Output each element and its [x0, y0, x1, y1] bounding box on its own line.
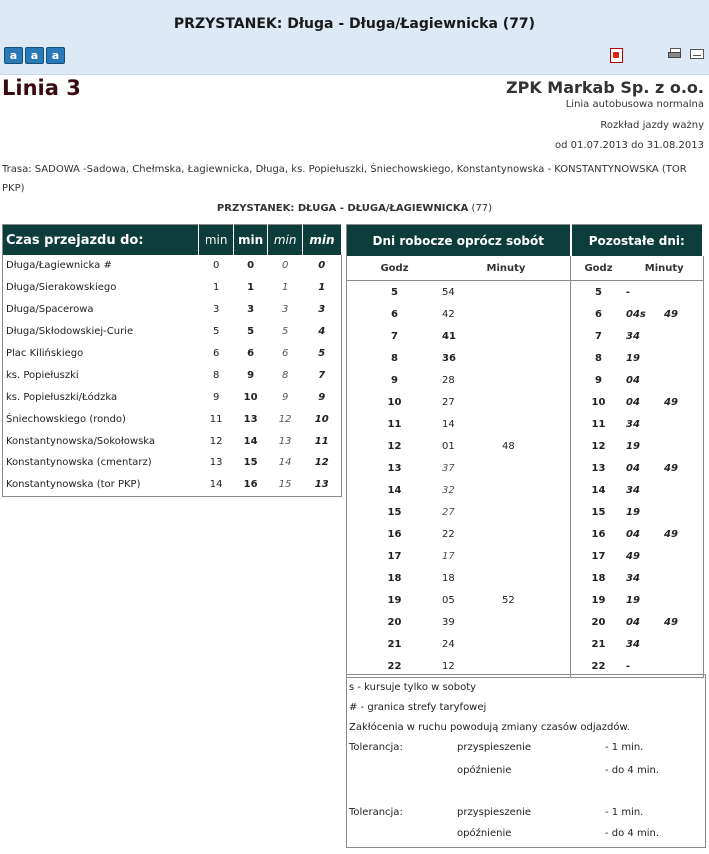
note-saturday: s - kursuje tylko w soboty	[349, 682, 477, 693]
note-disruption: Zakłócenia w ruchu powodują zmiany czasów odjazdów.	[349, 722, 630, 733]
schedule-row	[347, 501, 704, 523]
other-hour: 14	[571, 479, 627, 501]
weekday-hour: 21	[387, 638, 402, 650]
weekday-hour: 12	[387, 440, 402, 452]
valid-range: od 01.07.2013 do 31.08.2013	[555, 140, 704, 151]
other-minute: 04	[626, 528, 640, 540]
travel-min-1: 9	[212, 391, 220, 403]
other-hour: 8	[571, 347, 627, 369]
travel-min-3: 0	[281, 260, 289, 272]
travel-min-1: 12	[209, 435, 223, 447]
travel-stop-name: Konstantynowska/Sokołowska	[6, 435, 156, 447]
travel-min-2: 13	[243, 413, 258, 425]
notes-box	[346, 674, 706, 848]
weekday-minute: 28	[442, 374, 455, 386]
other-minute-2: 49	[664, 308, 678, 320]
schedule-row	[347, 589, 704, 611]
travel-stop-name: Długa/Sierakowskiego	[6, 282, 117, 294]
travel-row	[3, 364, 342, 386]
font-small-button[interactable]: a	[4, 47, 23, 64]
travel-min-2: 16	[243, 479, 258, 491]
other-hour: 22	[571, 655, 627, 678]
other-minute-2	[664, 633, 703, 655]
travel-min-4: 12	[314, 457, 329, 469]
weekday-minute: 17	[442, 550, 455, 562]
weekday-minute-2	[502, 479, 571, 501]
travel-min-3: 5	[281, 326, 289, 338]
travel-row	[3, 386, 342, 408]
travel-min-2: 10	[243, 391, 258, 403]
other-minute: 04	[626, 616, 640, 628]
weekday-minute: 36	[442, 352, 456, 364]
tolerance-label: Tolerancja:	[349, 742, 403, 753]
weekday-minute-2: 48	[502, 440, 515, 452]
travel-min-3: 13	[278, 435, 292, 447]
weekday-minute-2	[502, 391, 571, 413]
stop-line	[0, 203, 709, 214]
pdf-icon[interactable]	[610, 48, 623, 63]
other-minute: 34	[626, 572, 640, 584]
travel-min-4: 0	[318, 260, 326, 272]
weekday-minute: 14	[442, 418, 455, 430]
top-bar	[0, 0, 709, 75]
travel-row	[3, 255, 342, 277]
weekday-hour: 13	[387, 462, 402, 474]
schedule-row	[347, 413, 704, 435]
weekday-minute-2	[502, 523, 571, 545]
weekday-hour: 22	[387, 660, 402, 672]
other-hour: 6	[571, 303, 627, 325]
travel-min-2: 3	[247, 304, 255, 316]
other-minute: 49	[626, 550, 640, 562]
other-minute: 34	[626, 484, 640, 496]
travel-min-4: 9	[318, 391, 326, 403]
weekday-hour: 16	[387, 528, 402, 540]
weekday-minute-2: 52	[502, 594, 515, 606]
other-hour: 5	[571, 281, 627, 304]
travel-col-3: min	[268, 225, 303, 256]
tolerance-early-value: - 1 min.	[605, 742, 644, 753]
schedule-row	[347, 611, 704, 633]
schedule-row	[347, 633, 704, 655]
travel-min-2: 0	[247, 260, 255, 272]
travel-min-2: 1	[247, 282, 255, 294]
line-type: Linia autobusowa normalna	[565, 99, 704, 110]
schedule-row	[347, 479, 704, 501]
travel-min-4: 3	[318, 304, 326, 316]
travel-min-1: 5	[212, 326, 220, 338]
weekday-minute: 05	[442, 594, 455, 606]
sub-minutes-header-2: Minuty	[626, 256, 703, 281]
other-minute: 19	[626, 440, 640, 452]
weekday-minute-2	[502, 545, 571, 567]
font-size-controls	[4, 47, 65, 64]
weekday-minute: 42	[442, 308, 455, 320]
other-minute: -	[626, 286, 631, 298]
other-minute: 04	[626, 462, 640, 474]
travel-min-4: 10	[314, 413, 329, 425]
travel-min-4: 11	[314, 435, 329, 447]
travel-min-1: 8	[212, 369, 220, 381]
print-icon[interactable]	[668, 48, 681, 59]
other-minute-2: 49	[664, 462, 678, 474]
travel-min-3: 9	[281, 391, 289, 403]
other-minute-2	[664, 501, 703, 523]
weekday-hour: 19	[387, 594, 402, 606]
font-medium-button[interactable]: a	[25, 47, 44, 64]
travel-min-2: 9	[247, 369, 255, 381]
other-hour: 16	[571, 523, 627, 545]
tolerance-label: Tolerancja:	[349, 807, 403, 818]
travel-stop-name: ks. Popiełuszki	[6, 369, 79, 381]
weekday-minute-2	[502, 325, 571, 347]
other-hour: 11	[571, 413, 627, 435]
other-hour: 12	[571, 435, 627, 457]
schedule-row	[347, 369, 704, 391]
weekday-hour: 5	[391, 286, 398, 298]
sub-hour-header-2: Godz	[571, 256, 627, 281]
weekday-hour: 20	[387, 616, 402, 628]
schedule-row	[347, 281, 704, 304]
weekday-minute: 01	[442, 440, 455, 452]
other-minute-2	[664, 567, 703, 589]
travel-row	[3, 408, 342, 430]
travel-min-2: 14	[243, 435, 258, 447]
other-minute-2	[664, 589, 703, 611]
weekday-hour: 10	[387, 396, 402, 408]
schedule-row	[347, 457, 704, 479]
travel-stop-name: Długa/Łagiewnicka #	[6, 260, 112, 272]
schedule-row	[347, 435, 704, 457]
other-minute-2	[664, 435, 703, 457]
other-hour: 9	[571, 369, 627, 391]
travel-min-1: 6	[212, 348, 220, 359]
tolerance-late: opóźnienie	[457, 765, 512, 776]
weekday-minute: 18	[442, 572, 455, 584]
weekday-minute: 22	[442, 528, 455, 540]
weekday-minute: 27	[442, 506, 455, 518]
weekday-minute-2	[502, 347, 571, 369]
travel-min-1: 13	[209, 457, 223, 469]
weekday-minute: 32	[442, 484, 455, 496]
travel-stop-name: ks. Popiełuszki/Łódzka	[6, 391, 118, 403]
schedule-row	[347, 391, 704, 413]
travel-row	[3, 277, 342, 299]
weekday-hour: 14	[387, 484, 402, 496]
schedule-row	[347, 523, 704, 545]
tolerance-early: przyspieszenie	[457, 742, 531, 753]
weekday-minute: 37	[442, 462, 455, 474]
schedule-table	[346, 224, 704, 678]
other-minute-2	[664, 325, 703, 347]
other-minute: 19	[626, 506, 640, 518]
travel-stop-name: Konstantynowska (cmentarz)	[6, 457, 152, 469]
weekday-minute-2	[502, 413, 571, 435]
travel-min-2: 5	[247, 326, 255, 338]
tolerance-late-value: - do 4 min.	[605, 765, 660, 776]
travel-row	[3, 452, 342, 474]
schedule-row	[347, 545, 704, 567]
other-minute: 04	[626, 374, 640, 386]
travel-time-header: Czas przejazdu do:	[3, 225, 199, 256]
page-title: PRZYSTANEK: Długa - Długa/Łagiewnicka (77)	[173, 16, 536, 32]
travel-min-4: 13	[314, 479, 329, 491]
travel-min-4: 1	[318, 282, 326, 294]
weekday-minute-2	[502, 303, 571, 325]
travel-min-3: 1	[281, 282, 289, 294]
stop-line-number: (77)	[471, 203, 493, 214]
other-minute-2	[664, 369, 703, 391]
travel-row	[3, 343, 342, 365]
travel-time-table	[2, 224, 342, 497]
weekday-minute: 54	[442, 286, 455, 298]
travel-min-3: 15	[278, 479, 292, 491]
other-minute: -	[626, 660, 631, 672]
other-minute-2: 49	[664, 616, 678, 628]
travel-min-3: 6	[281, 348, 289, 359]
schedule-row	[347, 347, 704, 369]
travel-stop-name: Plac Kilińskiego	[6, 348, 84, 359]
travel-min-3: 12	[278, 413, 292, 425]
travel-min-1: 14	[209, 479, 223, 491]
travel-min-1: 0	[212, 260, 220, 272]
valid-label: Rozkład jazdy ważny	[600, 120, 704, 131]
travel-stop-name: Śniechowskiego (rondo)	[6, 413, 126, 425]
weekday-minute-2	[502, 633, 571, 655]
weekday-minute: 41	[442, 330, 456, 342]
other-minute-2	[664, 347, 703, 369]
weekday-hour: 15	[387, 506, 402, 518]
weekday-hour: 11	[387, 418, 402, 430]
stop-line-label: PRZYSTANEK: DŁUGA - DŁUGA/ŁAGIEWNICKA	[216, 203, 469, 214]
weekday-hour: 8	[391, 352, 398, 364]
travel-col-4: min	[302, 225, 341, 256]
travel-min-1: 3	[212, 304, 220, 316]
other-minute-2	[664, 413, 703, 435]
weekday-minute: 39	[442, 616, 455, 628]
weekday-hour: 7	[391, 330, 398, 342]
travel-min-4: 7	[318, 369, 326, 381]
tolerance-early-value: - 1 min.	[605, 807, 644, 818]
weekday-hour: 17	[387, 550, 402, 562]
weekday-minute-2	[502, 369, 571, 391]
other-hour: 17	[571, 545, 627, 567]
travel-min-3: 3	[281, 304, 289, 316]
other-minute-2	[664, 545, 703, 567]
other-hour: 10	[571, 391, 627, 413]
other-minute-2: 49	[664, 396, 678, 408]
travel-row	[3, 321, 342, 343]
other-minute-2: 49	[664, 528, 678, 540]
other-minute: 04	[626, 396, 640, 408]
travel-min-2: 6	[247, 348, 255, 359]
travel-min-4: 4	[318, 326, 326, 338]
travel-stop-name: Konstantynowska (tor PKP)	[6, 479, 141, 491]
weekday-hour: 9	[391, 374, 398, 386]
travel-min-1: 1	[212, 282, 220, 294]
tolerance-late-value: - do 4 min.	[605, 828, 660, 839]
travel-min-3: 14	[278, 457, 292, 469]
other-hour: 15	[571, 501, 627, 523]
schedule-row	[347, 325, 704, 347]
weekday-minute-2	[502, 567, 571, 589]
sub-minutes-header: Minuty	[442, 256, 571, 281]
other-minute: 04s	[626, 308, 646, 320]
tolerance-late: opóźnienie	[457, 828, 512, 839]
company-name: ZPK Markab Sp. z o.o.	[505, 78, 704, 97]
travel-row	[3, 474, 342, 496]
weekday-minute-2	[502, 457, 571, 479]
other-minute: 34	[626, 330, 640, 342]
other-hour: 21	[571, 633, 627, 655]
sub-hour-header: Godz	[347, 256, 443, 281]
other-minute: 34	[626, 418, 640, 430]
other-minute: 34	[626, 638, 640, 650]
mail-icon[interactable]	[690, 49, 704, 59]
travel-stop-name: Długa/Spacerowa	[6, 304, 94, 316]
note-fare-zone: # - granica strefy taryfowej	[349, 702, 487, 713]
other-hour: 20	[571, 611, 627, 633]
travel-min-2: 15	[243, 457, 258, 469]
other-days-header: Pozostałe dni:	[571, 225, 704, 257]
other-minute-2	[664, 479, 703, 501]
travel-min-1: 11	[209, 413, 223, 425]
other-minute: 19	[626, 594, 640, 606]
other-hour: 7	[571, 325, 627, 347]
travel-row	[3, 299, 342, 321]
travel-row	[3, 430, 342, 452]
weekday-minute: 24	[442, 638, 455, 650]
other-hour: 18	[571, 567, 627, 589]
weekday-minute: 27	[442, 396, 455, 408]
weekday-minute-2	[502, 611, 571, 633]
travel-min-3: 8	[281, 369, 289, 381]
schedule-row	[347, 567, 704, 589]
weekday-minute: 12	[442, 660, 455, 672]
travel-col-2: min	[233, 225, 268, 256]
weekday-hour: 18	[387, 572, 402, 584]
travel-min-4: 5	[318, 348, 326, 359]
other-minute-2	[664, 281, 703, 304]
route-description: Trasa: SADOWA -Sadowa, Chełmska, Łagiewnicka, Długa, ks. Popiełuszki, Śniechowskiego, Konstantynowska - KONSTANTYNOWSKA (TOR PKP)	[2, 164, 687, 194]
line-title: Linia 3	[2, 76, 81, 100]
tolerance-early: przyspieszenie	[457, 807, 531, 818]
weekday-minute-2	[502, 281, 571, 304]
travel-stop-name: Długa/Skłodowskiej-Curie	[6, 326, 134, 338]
travel-col-1: min	[199, 225, 234, 256]
font-large-button[interactable]: a	[46, 47, 65, 64]
weekday-header: Dni robocze oprócz sobót	[347, 225, 571, 257]
other-hour: 19	[571, 589, 627, 611]
weekday-hour: 6	[391, 308, 398, 320]
weekday-minute-2	[502, 501, 571, 523]
other-minute: 19	[626, 352, 640, 364]
other-hour: 13	[571, 457, 627, 479]
schedule-row	[347, 303, 704, 325]
